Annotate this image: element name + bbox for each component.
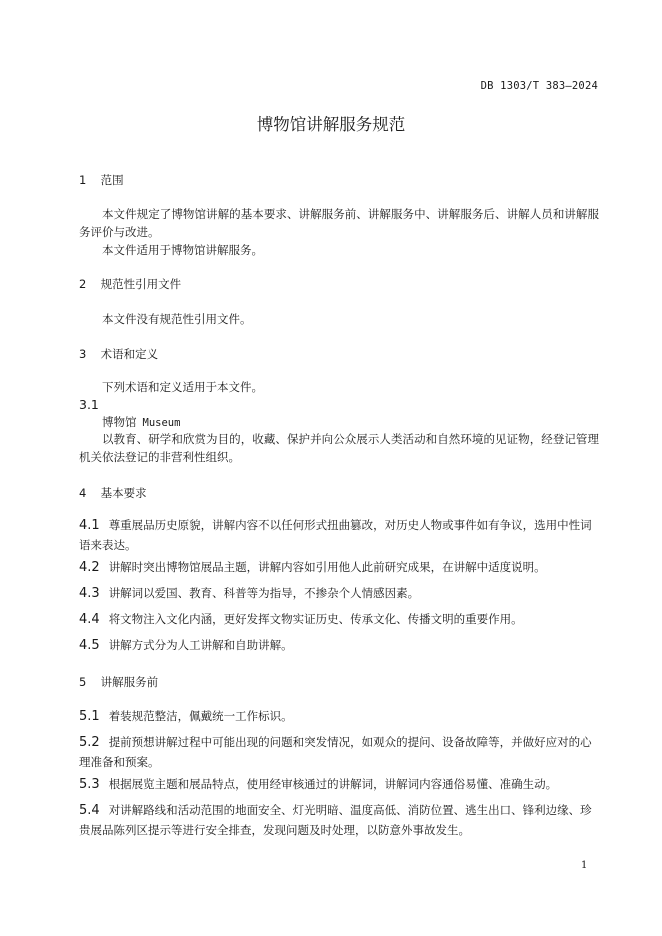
section-1-heading xyxy=(79,172,124,188)
clause-text: 将文物注入文化内涵，更好发挥文物实证历史、传承文化、传播文明的重要作用。 xyxy=(108,612,523,626)
section-number: 3 xyxy=(79,347,87,361)
section-1-paragraph-1: 本文件规定了博物馆讲解的基本要求、讲解服务前、讲解服务中、讲解服务后、讲解人员和讲解服务评价与改进。 xyxy=(79,207,599,239)
section-title: 范围 xyxy=(100,173,124,187)
document-code: DB 1303/T 383—2024 xyxy=(480,80,598,92)
clause-5-2 xyxy=(79,733,601,771)
clause-4-4 xyxy=(79,610,601,630)
section-title: 基本要求 xyxy=(100,486,147,500)
document-title: 博物馆讲解服务规范 xyxy=(256,115,406,134)
clause-4-2 xyxy=(79,558,601,578)
section-4-heading xyxy=(79,485,147,501)
page-number: 1 xyxy=(581,860,588,871)
clause-number: 5.2 xyxy=(79,735,100,750)
section-3-heading xyxy=(79,346,158,362)
clause-4-1 xyxy=(79,516,601,554)
term-number: 3.1 xyxy=(79,397,99,412)
clause-text: 提前预想讲解过程中可能出现的问题和突发情况，如观众的提问、设备故障等，并做好应对的心理准备和预案。 xyxy=(79,735,592,769)
clause-number: 5.4 xyxy=(79,803,100,818)
section-2-paragraph-1: 本文件没有规范性引用文件。 xyxy=(102,312,252,326)
clause-text: 讲解时突出博物馆展品主题，讲解内容如引用他人此前研究成果，在讲解中适度说明。 xyxy=(108,560,546,574)
clause-5-3 xyxy=(79,775,601,795)
clause-text: 对讲解路线和活动范围的地面安全、灯光明暗、温度高低、消防位置、逃生出口、锋利边缘、珍贵展品陈列区提示等进行安全排查，发现问题及时处理，以防意外事故发生。 xyxy=(79,803,592,837)
section-1-paragraph-2: 本文件适用于博物馆讲解服务。 xyxy=(102,243,263,257)
section-5-heading xyxy=(79,674,158,690)
section-number: 1 xyxy=(79,173,87,187)
section-number: 2 xyxy=(79,277,87,291)
clause-text: 讲解方式分为人工讲解和自助讲解。 xyxy=(108,638,293,652)
clause-text: 着装规范整洁，佩戴统一工作标识。 xyxy=(108,709,293,723)
clause-5-1 xyxy=(79,707,601,727)
section-number: 5 xyxy=(79,675,87,689)
term-name-en: Museum xyxy=(142,417,181,429)
clause-text: 讲解词以爱国、教育、科普等为指导，不掺杂个人情感因素。 xyxy=(108,586,420,600)
term-definition: 以教育、研学和欣赏为目的，收藏、保护并向公众展示人类活动和自然环境的见证物，经登记管理机关依法登记的非营利性组织。 xyxy=(79,432,599,464)
section-number: 4 xyxy=(79,486,87,500)
clause-number: 4.1 xyxy=(79,518,100,533)
clause-text: 尊重展品历史原貌，讲解内容不以任何形式扭曲篡改，对历史人物或事件如有争议，选用中性词语来表达。 xyxy=(79,518,592,552)
section-2-heading xyxy=(79,276,181,292)
clause-4-3 xyxy=(79,584,601,604)
term-name xyxy=(102,414,180,430)
clause-number: 4.3 xyxy=(79,586,100,601)
clause-number: 5.3 xyxy=(79,777,100,792)
section-title: 术语和定义 xyxy=(100,347,159,361)
clause-number: 4.5 xyxy=(79,638,100,653)
term-name-zh: 博物馆 xyxy=(102,415,137,429)
clause-number: 4.4 xyxy=(79,612,100,627)
section-3-paragraph-1: 下列术语和定义适用于本文件。 xyxy=(102,380,263,394)
section-title: 讲解服务前 xyxy=(100,675,159,689)
clause-text: 根据展览主题和展品特点，使用经审核通过的讲解词，讲解词内容通俗易懂、准确生动。 xyxy=(108,777,558,791)
clause-number: 4.2 xyxy=(79,560,100,575)
clause-5-4 xyxy=(79,801,601,839)
clause-number: 5.1 xyxy=(79,709,100,724)
section-title: 规范性引用文件 xyxy=(100,277,182,291)
clause-4-5 xyxy=(79,636,601,656)
